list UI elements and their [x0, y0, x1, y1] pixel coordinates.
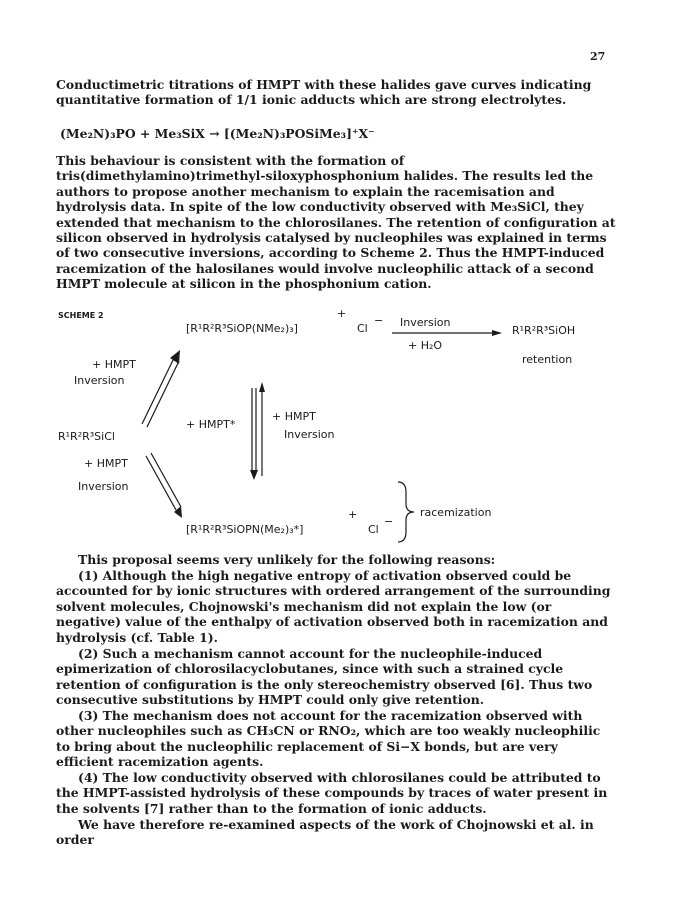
- racemization-brace: [398, 482, 414, 542]
- top-chloride-charge: −: [374, 314, 384, 327]
- h2o-label: + H₂O: [408, 339, 443, 352]
- reason-2: (2) Such a mechanism cannot account for the nucleophile-induced epimerization of chlorosilacyclobutanes, since with such a strained cycle retention of configuration is the only stereochemistry observed [6]. Thus two consecutive substitutions by HMPT could only give retention.: [56, 646, 593, 708]
- bottom-cation: [R¹R²R³SiOPN(Me₂)₃*]: [186, 523, 304, 536]
- top-arrow-head: [492, 330, 502, 336]
- left-lower-arrow-a: [146, 456, 176, 510]
- paragraph-conductimetric: Conductimetric titrations of HMPT with these halides gave curves indicating quantitative formation of 1/1 ionic adducts which are strong electrolytes.: [56, 77, 592, 108]
- reason-4: (4) The low conductivity observed with chlorosilanes could be attributed to the HMPT-assisted hydrolysis of these compounds by traces of water present in the solvents [7] rather than to the formation of ionic adducts.: [56, 770, 608, 816]
- bottom-chloride-charge: −: [384, 515, 394, 528]
- bottom-cation-charge: +: [348, 508, 358, 521]
- mid-arrow-up-head: [259, 382, 265, 392]
- left-inversion-label: Inversion: [74, 374, 125, 387]
- paragraph-mechanism: This behaviour is consistent with the formation of tris(dimethylamino)trimethyl-siloxyphosphonium halides. The results led the authors to propose another mechanism to explain the racemisation and hydrolysis data. In spite of the low conductivity observed with Me₃SiCl, they extended that mechanism to the chlorosilanes. The retention of configuration at silicon observed in hydrolysis catalysed by nucleophiles was explained in terms of two consecutive inversions, according to Scheme 2. Thus the HMPT-induced racemization of the halosilanes would involve nucleophilic attack of a second HMPT molecule at silicon in the phosphonium cation.: [56, 153, 616, 292]
- top-cation: [R¹R²R³SiOP(NMe₂)₃]: [186, 322, 298, 335]
- page-number: 27: [590, 50, 606, 63]
- lower-inversion-label: Inversion: [78, 480, 129, 493]
- retention-label: retention: [522, 353, 573, 366]
- product-silanol: R¹R²R³SiOH: [512, 324, 576, 337]
- equation: (Me₂N)₃PO + Me₃SiX → [(Me₂N)₃POSiMe₃]⁺X⁻: [60, 126, 375, 141]
- lower-hmpt-label: + HMPT: [84, 457, 128, 470]
- start-chlorosilane: R¹R²R³SiCl: [58, 430, 115, 443]
- mid-arrow-down-head: [250, 470, 258, 480]
- mid-inversion-label: Inversion: [284, 428, 335, 441]
- left-lower-arrow-b: [151, 453, 181, 507]
- reason-3: (3) The mechanism does not account for the racemization observed with other nucleophiles such as CH₃CN or RNO₂, which are too weakly nucleophilic to bring about the nucleophilic replacement of Si−X bonds, but are very efficient racemization agents.: [56, 708, 601, 770]
- inversion-top-label: Inversion: [400, 316, 451, 329]
- mid-hmpt-star-label: + HMPT*: [186, 418, 236, 431]
- racemization-label: racemization: [420, 506, 492, 519]
- bottom-chloride: Cl: [368, 523, 379, 536]
- scheme-label: SCHEME 2: [58, 311, 104, 320]
- top-chloride: Cl: [357, 322, 368, 335]
- left-upper-arrow-b: [147, 361, 179, 427]
- scheme-2-diagram: [0, 300, 680, 550]
- mid-hmpt-label: + HMPT: [272, 410, 316, 423]
- paragraph-reexamined: We have therefore re-examined aspects of the work of Chojnowski et al. in order: [56, 817, 594, 848]
- reason-1: (1) Although the high negative entropy of activation observed could be accounted for by ionic structures with ordered arrangement of the surrounding solvent molecules, Chojnowski's mechanism did not explain the low (or negative) value of the enthalpy of activation observed both in racemization and hydrolysis (cf. Table 1).: [56, 568, 611, 645]
- left-hmpt-label: + HMPT: [92, 358, 136, 371]
- left-upper-arrow-a: [142, 358, 174, 424]
- paragraph-proposal: This proposal seems very unlikely for the following reasons:: [78, 552, 496, 567]
- top-cation-charge: +: [337, 307, 347, 320]
